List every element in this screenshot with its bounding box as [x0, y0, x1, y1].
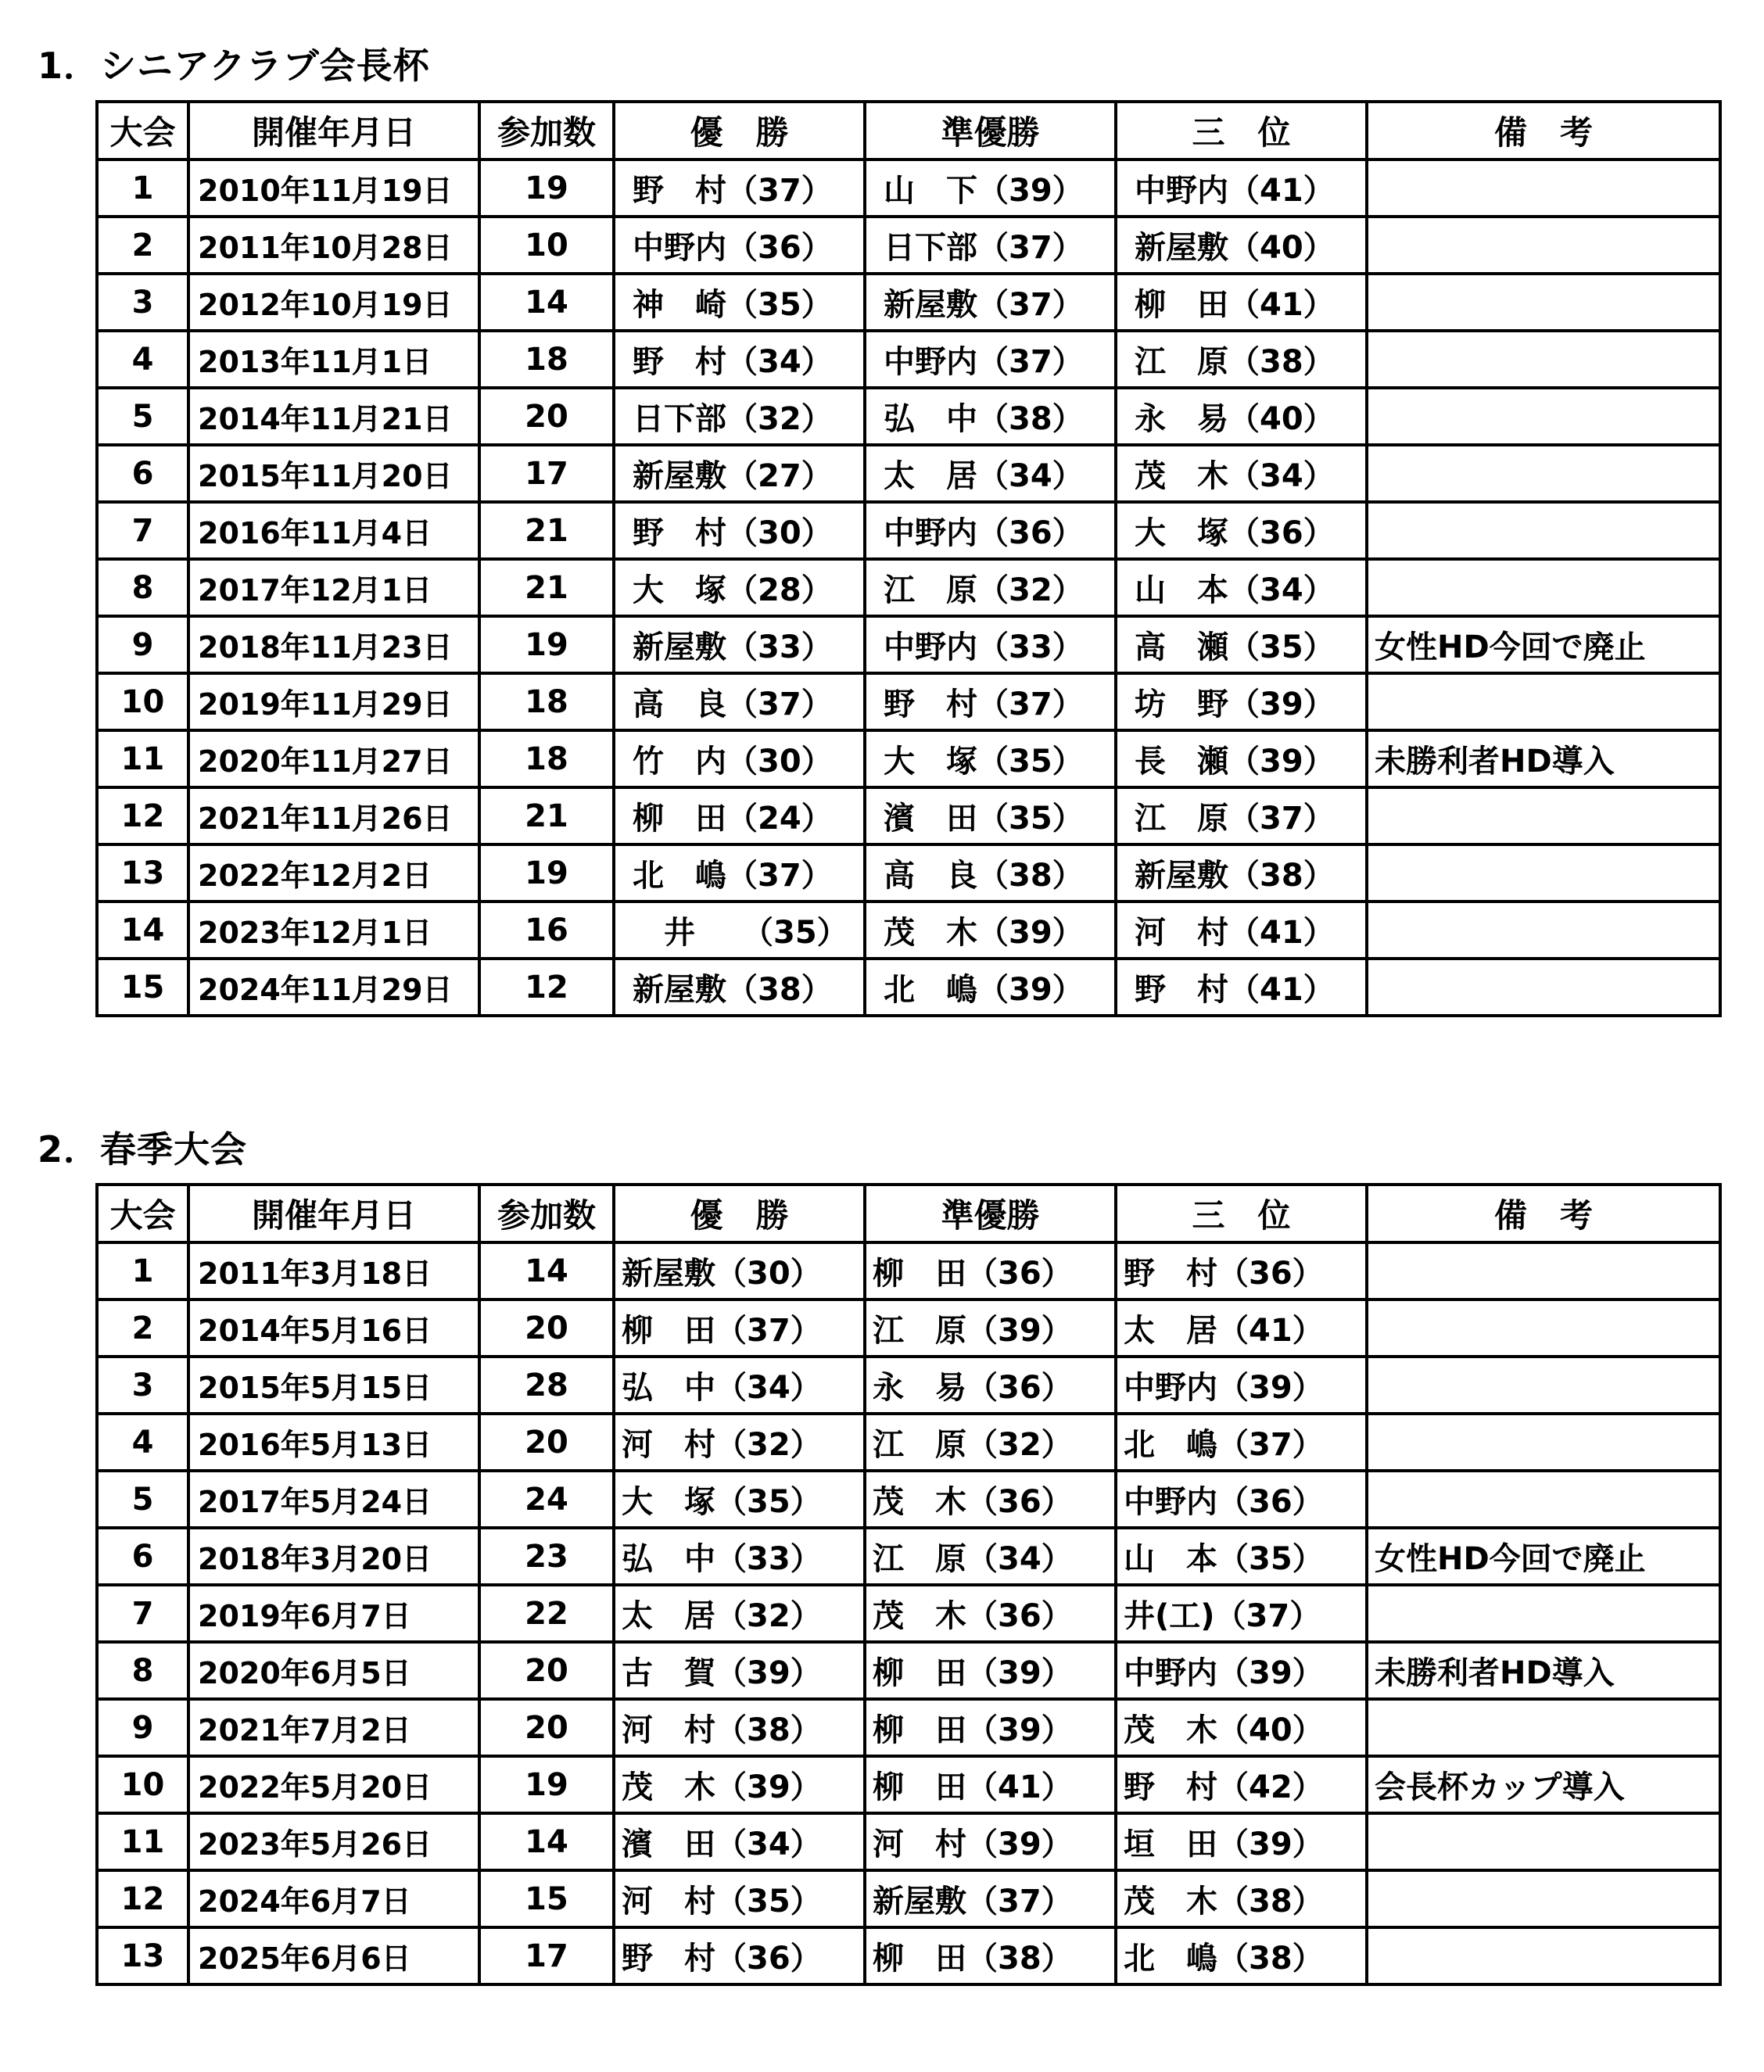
- cell-winner: 新屋敷（30）: [614, 1242, 865, 1299]
- cell-participants: 19: [479, 160, 614, 217]
- cell-winner: 河 村（38）: [614, 1699, 865, 1756]
- cell-tournament-no: 13: [97, 1927, 188, 1984]
- cell-date: 2013年11月1日: [188, 331, 479, 388]
- cell-runner-up: 柳 田（39）: [865, 1699, 1116, 1756]
- table-row: [97, 959, 1720, 1016]
- cell-runner-up: 中野内（37）: [865, 331, 1116, 388]
- table-row: [97, 1357, 1720, 1414]
- cell-participants: 17: [479, 1927, 614, 1984]
- cell-third-place: 中野内（39）: [1116, 1357, 1367, 1414]
- cell-third-place: 中野内（36）: [1116, 1471, 1367, 1528]
- table-row: [97, 1414, 1720, 1471]
- cell-date: 2020年11月27日: [188, 730, 479, 787]
- cell-tournament-no: 8: [97, 559, 188, 616]
- cell-date: 2016年11月4日: [188, 502, 479, 559]
- table-body: [97, 1242, 1720, 1984]
- cell-winner: 新屋敷（27）: [614, 445, 865, 502]
- cell-participants: 19: [479, 844, 614, 902]
- cell-participants: 20: [479, 1699, 614, 1756]
- cell-participants: 18: [479, 730, 614, 787]
- cell-third-place: 高 瀬（35）: [1116, 616, 1367, 673]
- cell-third-place: 大 塚（36）: [1116, 502, 1367, 559]
- cell-participants: 21: [479, 502, 614, 559]
- cell-runner-up: 新屋敷（37）: [865, 1870, 1116, 1927]
- cell-tournament-no: 5: [97, 1471, 188, 1528]
- cell-tournament-no: 7: [97, 1585, 188, 1642]
- cell-date: 2017年12月1日: [188, 559, 479, 616]
- cell-winner: 新屋敷（33）: [614, 616, 865, 673]
- table-row: [97, 1299, 1720, 1357]
- section-title-spring-tournament: 2．春季大会: [38, 1128, 248, 1170]
- cell-date: 2014年5月16日: [188, 1299, 479, 1357]
- cell-participants: 17: [479, 445, 614, 502]
- cell-participants: 18: [479, 673, 614, 730]
- cell-participants: 12: [479, 959, 614, 1016]
- cell-winner: 新屋敷（38）: [614, 959, 865, 1016]
- cell-winner: 柳 田（37）: [614, 1299, 865, 1357]
- cell-third-place: 茂 木（40）: [1116, 1699, 1367, 1756]
- cell-tournament-no: 11: [97, 1813, 188, 1870]
- cell-third-place: 江 原（38）: [1116, 331, 1367, 388]
- header-winner: 優 勝: [614, 102, 865, 160]
- cell-runner-up: 茂 木（39）: [865, 902, 1116, 959]
- cell-winner: 弘 中（33）: [614, 1528, 865, 1585]
- cell-third-place: 野 村（42）: [1116, 1756, 1367, 1813]
- cell-tournament-no: 10: [97, 673, 188, 730]
- cell-third-place: 新屋敷（38）: [1116, 844, 1367, 902]
- cell-winner: 中野内（36）: [614, 217, 865, 274]
- cell-date: 2016年5月13日: [188, 1414, 479, 1471]
- cell-tournament-no: 12: [97, 1870, 188, 1927]
- cell-runner-up: 茂 木（36）: [865, 1471, 1116, 1528]
- header-remarks: 備 考: [1367, 102, 1720, 160]
- table-row: [97, 787, 1720, 844]
- cell-third-place: 北 嶋（37）: [1116, 1414, 1367, 1471]
- cell-remarks: [1367, 1242, 1720, 1299]
- cell-third-place: 河 村（41）: [1116, 902, 1367, 959]
- header-tournament-no: 大会: [97, 1185, 188, 1242]
- cell-remarks: 女性HD今回で廃止: [1367, 616, 1720, 673]
- cell-third-place: 中野内（39）: [1116, 1642, 1367, 1699]
- cell-winner: 柳 田（24）: [614, 787, 865, 844]
- cell-tournament-no: 4: [97, 1414, 188, 1471]
- cell-date: 2025年6月6日: [188, 1927, 479, 1984]
- cell-participants: 14: [479, 1813, 614, 1870]
- cell-runner-up: 中野内（36）: [865, 502, 1116, 559]
- table-header-row: [97, 1185, 1720, 1242]
- table-row: [97, 1585, 1720, 1642]
- cell-tournament-no: 1: [97, 160, 188, 217]
- spring-tournament-results-table: [95, 1183, 1722, 1986]
- cell-tournament-no: 12: [97, 787, 188, 844]
- cell-runner-up: 野 村（37）: [865, 673, 1116, 730]
- cell-winner: 古 賀（39）: [614, 1642, 865, 1699]
- cell-third-place: 永 易（40）: [1116, 388, 1367, 445]
- cell-winner: 神 崎（35）: [614, 274, 865, 331]
- header-winner: 優 勝: [614, 1185, 865, 1242]
- cell-remarks: [1367, 1699, 1720, 1756]
- cell-date: 2018年3月20日: [188, 1528, 479, 1585]
- table-row: [97, 1699, 1720, 1756]
- cell-date: 2023年12月1日: [188, 902, 479, 959]
- cell-remarks: [1367, 445, 1720, 502]
- cell-third-place: 新屋敷（40）: [1116, 217, 1367, 274]
- cell-remarks: [1367, 1471, 1720, 1528]
- header-date: 開催年月日: [188, 1185, 479, 1242]
- cell-remarks: [1367, 1414, 1720, 1471]
- cell-date: 2012年10月19日: [188, 274, 479, 331]
- cell-remarks: [1367, 502, 1720, 559]
- cell-remarks: [1367, 274, 1720, 331]
- cell-third-place: 北 嶋（38）: [1116, 1927, 1367, 1984]
- cell-remarks: [1367, 160, 1720, 217]
- cell-third-place: 茂 木（34）: [1116, 445, 1367, 502]
- table-row: [97, 844, 1720, 902]
- cell-runner-up: 永 易（36）: [865, 1357, 1116, 1414]
- cell-runner-up: 山 下（39）: [865, 160, 1116, 217]
- cell-tournament-no: 3: [97, 1357, 188, 1414]
- cell-winner: 竹 内（30）: [614, 730, 865, 787]
- cell-third-place: 山 本（35）: [1116, 1528, 1367, 1585]
- cell-date: 2022年5月20日: [188, 1756, 479, 1813]
- cell-third-place: 坊 野（39）: [1116, 673, 1367, 730]
- cell-date: 2020年6月5日: [188, 1642, 479, 1699]
- cell-date: 2014年11月21日: [188, 388, 479, 445]
- cell-runner-up: 濱 田（35）: [865, 787, 1116, 844]
- cell-remarks: [1367, 902, 1720, 959]
- cell-participants: 14: [479, 274, 614, 331]
- table-row: [97, 1242, 1720, 1299]
- cell-winner: 弘 中（34）: [614, 1357, 865, 1414]
- cell-third-place: 太 居（41）: [1116, 1299, 1367, 1357]
- table-row: [97, 1642, 1720, 1699]
- cell-tournament-no: 3: [97, 274, 188, 331]
- cell-runner-up: 太 居（34）: [865, 445, 1116, 502]
- table-header-row: [97, 102, 1720, 160]
- cell-tournament-no: 6: [97, 445, 188, 502]
- cell-winner: 河 村（32）: [614, 1414, 865, 1471]
- cell-remarks: 未勝利者HD導入: [1367, 1642, 1720, 1699]
- cell-third-place: 野 村（36）: [1116, 1242, 1367, 1299]
- cell-date: 2021年11月26日: [188, 787, 479, 844]
- cell-tournament-no: 4: [97, 331, 188, 388]
- cell-tournament-no: 14: [97, 902, 188, 959]
- cell-remarks: [1367, 1357, 1720, 1414]
- cell-winner: 濱 田（34）: [614, 1813, 865, 1870]
- cell-remarks: [1367, 559, 1720, 616]
- cell-tournament-no: 8: [97, 1642, 188, 1699]
- cell-runner-up: 柳 田（39）: [865, 1642, 1116, 1699]
- cell-runner-up: 日下部（37）: [865, 217, 1116, 274]
- table-row: [97, 559, 1720, 616]
- cell-third-place: 井(工)（37）: [1116, 1585, 1367, 1642]
- cell-tournament-no: 9: [97, 1699, 188, 1756]
- cell-participants: 10: [479, 217, 614, 274]
- cell-date: 2018年11月23日: [188, 616, 479, 673]
- cell-third-place: 江 原（37）: [1116, 787, 1367, 844]
- cell-winner: 高 良（37）: [614, 673, 865, 730]
- header-tournament-no: 大会: [97, 102, 188, 160]
- cell-date: 2024年6月7日: [188, 1870, 479, 1927]
- table-row: [97, 902, 1720, 959]
- cell-participants: 20: [479, 1414, 614, 1471]
- cell-remarks: [1367, 673, 1720, 730]
- cell-third-place: 柳 田（41）: [1116, 274, 1367, 331]
- table-row: [97, 673, 1720, 730]
- cell-winner: 野 村（37）: [614, 160, 865, 217]
- cell-remarks: [1367, 388, 1720, 445]
- cell-remarks: [1367, 844, 1720, 902]
- cell-runner-up: 柳 田（38）: [865, 1927, 1116, 1984]
- cell-remarks: [1367, 1299, 1720, 1357]
- cell-remarks: 会長杯カップ導入: [1367, 1756, 1720, 1813]
- cell-runner-up: 柳 田（36）: [865, 1242, 1116, 1299]
- table-row: [97, 1756, 1720, 1813]
- header-runner-up: 準優勝: [865, 1185, 1116, 1242]
- cell-runner-up: 弘 中（38）: [865, 388, 1116, 445]
- cell-remarks: 未勝利者HD導入: [1367, 730, 1720, 787]
- cell-runner-up: 江 原（32）: [865, 1414, 1116, 1471]
- cell-runner-up: 江 原（39）: [865, 1299, 1116, 1357]
- cell-winner: 北 嶋（37）: [614, 844, 865, 902]
- table-row: [97, 331, 1720, 388]
- cell-remarks: [1367, 217, 1720, 274]
- cell-participants: 14: [479, 1242, 614, 1299]
- table-row: [97, 730, 1720, 787]
- cell-third-place: 山 本（34）: [1116, 559, 1367, 616]
- table-row: [97, 502, 1720, 559]
- header-participants: 参加数: [479, 102, 614, 160]
- cell-tournament-no: 2: [97, 1299, 188, 1357]
- header-third-place: 三 位: [1116, 1185, 1367, 1242]
- senior-club-cup-results-table: [95, 100, 1722, 1017]
- cell-winner: 大 塚（35）: [614, 1471, 865, 1528]
- table-row: [97, 1528, 1720, 1585]
- cell-runner-up: 江 原（34）: [865, 1528, 1116, 1585]
- cell-remarks: [1367, 331, 1720, 388]
- cell-remarks: [1367, 1870, 1720, 1927]
- cell-third-place: 野 村（41）: [1116, 959, 1367, 1016]
- header-remarks: 備 考: [1367, 1185, 1720, 1242]
- cell-tournament-no: 7: [97, 502, 188, 559]
- cell-tournament-no: 10: [97, 1756, 188, 1813]
- cell-participants: 23: [479, 1528, 614, 1585]
- cell-winner: 大 塚（28）: [614, 559, 865, 616]
- cell-participants: 22: [479, 1585, 614, 1642]
- cell-date: 2024年11月29日: [188, 959, 479, 1016]
- cell-participants: 20: [479, 388, 614, 445]
- cell-runner-up: 河 村（39）: [865, 1813, 1116, 1870]
- table-row: [97, 1927, 1720, 1984]
- cell-participants: 15: [479, 1870, 614, 1927]
- cell-winner: 茂 木（39）: [614, 1756, 865, 1813]
- cell-winner: 河 村（35）: [614, 1870, 865, 1927]
- table-row: [97, 388, 1720, 445]
- cell-tournament-no: 15: [97, 959, 188, 1016]
- cell-participants: 18: [479, 331, 614, 388]
- cell-date: 2017年5月24日: [188, 1471, 479, 1528]
- cell-date: 2015年11月20日: [188, 445, 479, 502]
- cell-runner-up: 中野内（33）: [865, 616, 1116, 673]
- cell-third-place: 中野内（41）: [1116, 160, 1367, 217]
- cell-runner-up: 新屋敷（37）: [865, 274, 1116, 331]
- cell-participants: 19: [479, 1756, 614, 1813]
- cell-tournament-no: 11: [97, 730, 188, 787]
- header-third-place: 三 位: [1116, 102, 1367, 160]
- table-body: [97, 160, 1720, 1016]
- cell-date: 2021年7月2日: [188, 1699, 479, 1756]
- table-row: [97, 274, 1720, 331]
- cell-third-place: 茂 木（38）: [1116, 1870, 1367, 1927]
- cell-date: 2011年3月18日: [188, 1242, 479, 1299]
- cell-winner: 太 居（32）: [614, 1585, 865, 1642]
- cell-participants: 24: [479, 1471, 614, 1528]
- table-row: [97, 1471, 1720, 1528]
- cell-tournament-no: 1: [97, 1242, 188, 1299]
- cell-participants: 20: [479, 1642, 614, 1699]
- cell-winner: 野 村（30）: [614, 502, 865, 559]
- cell-participants: 19: [479, 616, 614, 673]
- cell-tournament-no: 5: [97, 388, 188, 445]
- cell-tournament-no: 13: [97, 844, 188, 902]
- cell-participants: 16: [479, 902, 614, 959]
- cell-runner-up: 大 塚（35）: [865, 730, 1116, 787]
- cell-date: 2019年6月7日: [188, 1585, 479, 1642]
- cell-participants: 28: [479, 1357, 614, 1414]
- cell-remarks: [1367, 1813, 1720, 1870]
- table-row: [97, 1813, 1720, 1870]
- cell-date: 2023年5月26日: [188, 1813, 479, 1870]
- cell-date: 2015年5月15日: [188, 1357, 479, 1414]
- table-row: [97, 160, 1720, 217]
- section-title-senior-club-cup: 1．シニアクラブ会長杯: [38, 45, 430, 87]
- cell-tournament-no: 9: [97, 616, 188, 673]
- table-row: [97, 1870, 1720, 1927]
- cell-third-place: 長 瀬（39）: [1116, 730, 1367, 787]
- cell-runner-up: 高 良（38）: [865, 844, 1116, 902]
- cell-remarks: [1367, 959, 1720, 1016]
- cell-participants: 20: [479, 1299, 614, 1357]
- cell-third-place: 垣 田（39）: [1116, 1813, 1367, 1870]
- header-runner-up: 準優勝: [865, 102, 1116, 160]
- cell-runner-up: 江 原（32）: [865, 559, 1116, 616]
- cell-winner: 井 （35）: [614, 902, 865, 959]
- cell-date: 2022年12月2日: [188, 844, 479, 902]
- cell-date: 2011年10月28日: [188, 217, 479, 274]
- cell-runner-up: 北 嶋（39）: [865, 959, 1116, 1016]
- cell-winner: 日下部（32）: [614, 388, 865, 445]
- cell-runner-up: 柳 田（41）: [865, 1756, 1116, 1813]
- cell-date: 2019年11月29日: [188, 673, 479, 730]
- cell-tournament-no: 2: [97, 217, 188, 274]
- cell-date: 2010年11月19日: [188, 160, 479, 217]
- table-row: [97, 445, 1720, 502]
- header-date: 開催年月日: [188, 102, 479, 160]
- cell-remarks: [1367, 1927, 1720, 1984]
- cell-remarks: [1367, 787, 1720, 844]
- cell-runner-up: 茂 木（36）: [865, 1585, 1116, 1642]
- cell-remarks: 女性HD今回で廃止: [1367, 1528, 1720, 1585]
- cell-participants: 21: [479, 559, 614, 616]
- header-participants: 参加数: [479, 1185, 614, 1242]
- table-row: [97, 217, 1720, 274]
- table-row: [97, 616, 1720, 673]
- cell-winner: 野 村（34）: [614, 331, 865, 388]
- cell-tournament-no: 6: [97, 1528, 188, 1585]
- cell-participants: 21: [479, 787, 614, 844]
- cell-remarks: [1367, 1585, 1720, 1642]
- cell-winner: 野 村（36）: [614, 1927, 865, 1984]
